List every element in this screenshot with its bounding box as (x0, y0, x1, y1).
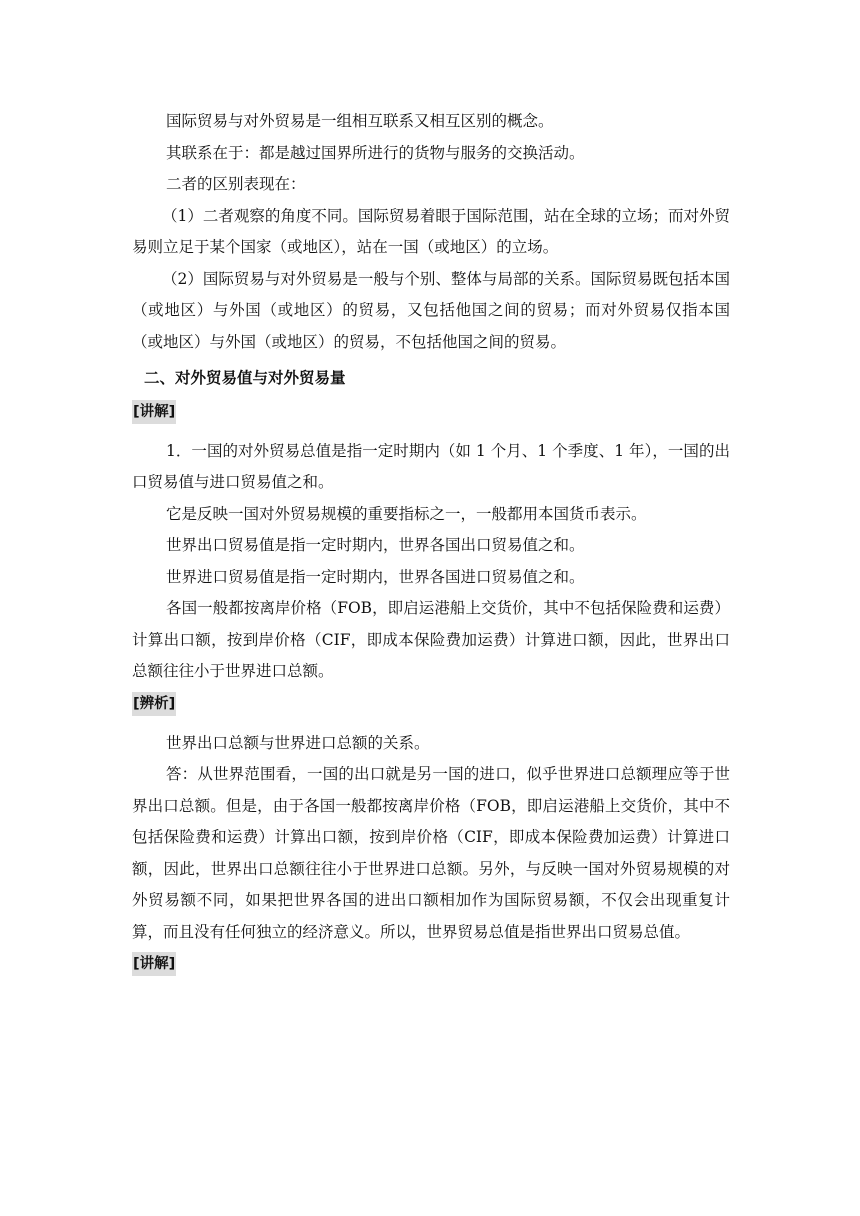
explain-tag: [讲解] (132, 400, 176, 424)
paragraph-connection: 其联系在于：都是越过国界所进行的货物与服务的交换活动。 (166, 143, 585, 162)
paragraph-answer: 答：从世界范围看，一国的出口就是另一国的进口，似乎世界进口总额理应等于世界出口总额。但是，由于各国一般都按离岸价格（FOB，即启运港船上交货价，其中不包括保险费和运费）计算出口额，按到岸价格（CIF，即成本保险费加运费）计算进口额，因此，世界出口总额往往小于世界进口总额。另外，与反映一国对外贸易规模的对外贸易额不同，如果把世界各国的进出口额相加作为国际贸易额，不仅会出现重复计算，而且没有任何独立的经济意义。所以，世界贸易总值是指世界出口贸易总值。 (132, 765, 730, 941)
paragraph-fob-cif: 各国一般都按离岸价格（FOB，即启运港船上交货价，其中不包括保险费和运费）计算出口额，按到岸价格（CIF，即成本保险费加运费）计算进口额，因此，世界出口总额往往小于世界进口总额。 (132, 599, 730, 680)
paragraph-concept: 国际贸易与对外贸易是一组相互联系又相互区别的概念。 (166, 112, 554, 130)
paragraph-question: 世界出口总额与世界进口总额的关系。 (166, 733, 430, 752)
paragraph-trade-value-definition: 1．一国的对外贸易总值是指一定时期内（如 1 个月、1 个季度、1 年），一国的出口贸易值与进口贸易值之和。 (132, 441, 730, 491)
paragraph-trade-value-indicator: 它是反映一国对外贸易规模的重要指标之一，一般都用本国货币表示。 (166, 504, 647, 523)
paragraph-difference-2: （2）国际贸易与对外贸易是一般与个别、整体与局部的关系。国际贸易既包括本国（或地区）与外国（或地区）的贸易，又包括他国之间的贸易；而对外贸易仅指本国（或地区）与外国（或地区）的贸易，不包括他国之间的贸易。 (132, 269, 730, 351)
paragraph-difference-1: （1）二者观察的角度不同。国际贸易着眼于国际范围，站在全球的立场；而对外贸易则立足于某个国家（或地区），站在一国（或地区）的立场。 (132, 206, 730, 256)
explain-tag: [讲解] (132, 952, 176, 976)
tag-row-explain-1 (132, 400, 730, 430)
paragraph-world-export-value: 世界出口贸易值是指一定时期内，世界各国出口贸易值之和。 (166, 536, 585, 554)
section-heading: 二、对外贸易值与对外贸易量 (144, 368, 346, 387)
document-page (132, 106, 730, 988)
analysis-tag: [辨析] (132, 692, 176, 716)
paragraph-world-import-value: 世界进口贸易值是指一定时期内，世界各国进口贸易值之和。 (166, 567, 585, 586)
tag-row-explain-2 (132, 952, 730, 982)
paragraph-difference-intro: 二者的区别表现在： (166, 175, 306, 193)
tag-row-analysis (132, 692, 730, 722)
